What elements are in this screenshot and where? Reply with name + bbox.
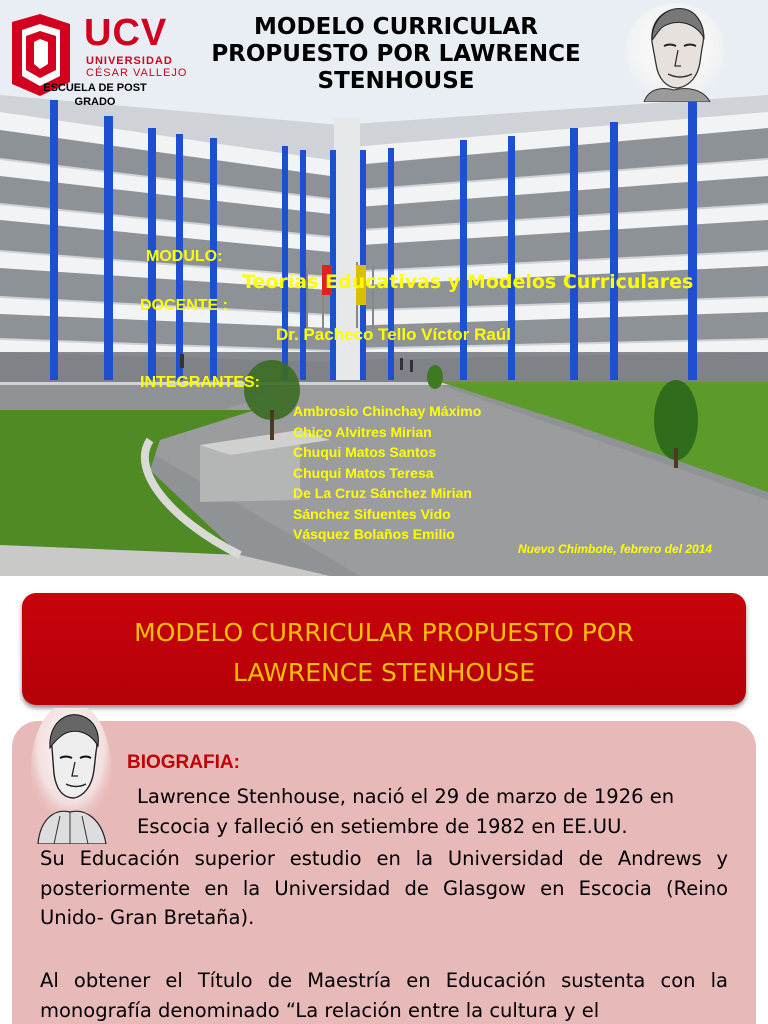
modulo-value: Teorías Educativas y Modelos Curriculares [242, 271, 694, 293]
banner-title [22, 613, 746, 693]
integrantes-list [293, 401, 481, 545]
logo-university-line2: CÉSAR VALLEJO [86, 67, 188, 79]
title-banner [22, 593, 746, 705]
banner-line1: MODELO CURRICULAR PROPUESTO POR [134, 618, 634, 647]
logo-brand-text: UCV [84, 12, 168, 54]
portrait-sketch-icon [30, 708, 112, 844]
docente-label: DOCENTE : [140, 297, 228, 314]
list-item: De La Cruz Sánchez Mirian [293, 485, 472, 501]
school-label: ESCUELA DE POST GRADO [43, 82, 147, 108]
list-item: Chuqui Matos Santos [293, 444, 437, 460]
biography-paragraph-1: Lawrence Stenhouse, nació el 29 de marzo de 1926 en Escocia y falleció en setiembre de 1982 en EE.UU. [137, 785, 675, 838]
biography-paragraph-3: Al obtener el Título de Maestría en Educación sustenta con la monografía denominado “La relación entre la cultura y el [40, 969, 728, 1022]
biography-slide [0, 576, 768, 1024]
list-item: Vásquez Bolaños Emilio [293, 526, 455, 542]
list-item: Sánchez Sifuentes Vido [293, 505, 451, 522]
date-location: Nuevo Chimbote, febrero del 2014 [518, 542, 713, 556]
list-item: Chico Alvitres Mirian [293, 423, 432, 440]
modulo-label: MODULO: [146, 248, 223, 265]
biography-heading: BIOGRAFIA: [127, 752, 240, 773]
logo-university-line1: UNIVERSIDAD [86, 55, 173, 67]
portrait-icon [624, 2, 726, 102]
biography-paragraph-2: Su Educación superior estudio en la Universidad de Andrews y posteriormente en la Universidad de Glasgow en Escocia (Reino Unido- Gran Bretaña). [40, 847, 728, 929]
docente-value: Dr. Pacheco Tello Víctor Raúl [276, 325, 511, 344]
list-item: Ambrosio Chinchay Máximo [293, 403, 482, 419]
slide-title: MODELO CURRICULAR PROPUESTO POR LAWRENCE STENHOUSE [211, 14, 581, 94]
banner-line2: LAWRENCE STENHOUSE [232, 658, 536, 687]
integrantes-label: INTEGRANTES: [140, 374, 260, 391]
list-item: Chuqui Matos Teresa [293, 464, 434, 481]
